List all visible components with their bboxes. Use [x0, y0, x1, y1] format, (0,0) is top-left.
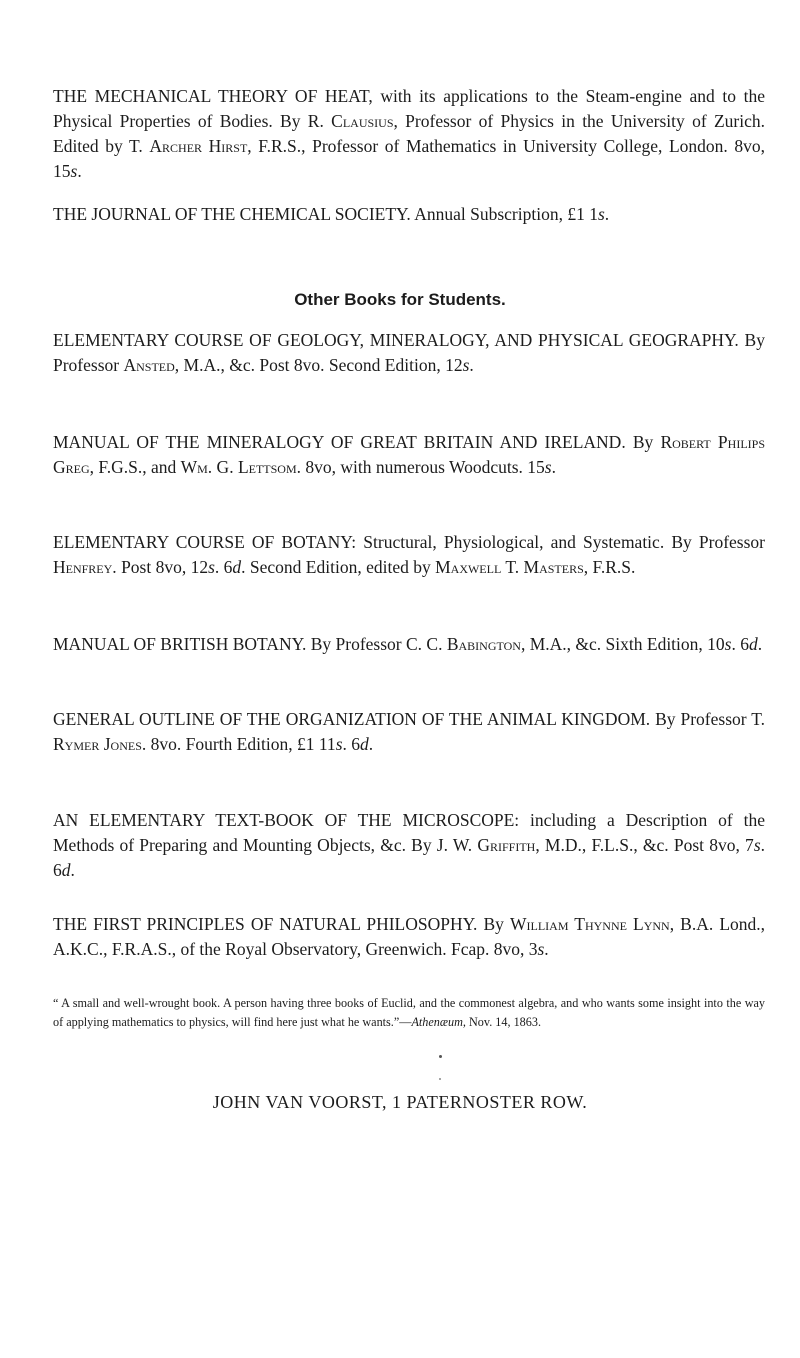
- book-text: B.A. Lond., A.K.C., F.R.A.S., of the Royal Observatory, Greenwich. Fcap. 8vo, 3: [53, 914, 766, 959]
- entry-text: F.R.S., Professor of Mathematics in University College, London. 8vo, 15: [53, 136, 766, 181]
- entry-text: Professor of Physics in the University of Zurich. Edited by T.: [53, 111, 765, 156]
- book-unit-2: d: [360, 734, 369, 754]
- book-unit: s: [537, 939, 545, 959]
- book-text: M.A., &c. Sixth Edition, 10: [525, 634, 725, 654]
- print-speck: [439, 1078, 441, 1080]
- book-unit: s: [544, 457, 552, 477]
- quote-text: “ A small and well-wrought book. A person having three books of Euclid, and the commonest algebra, and who wants some insight into the way of applying mathematics to physics, will find here just what he wants.”—: [53, 996, 765, 1029]
- book-text: .: [551, 457, 556, 477]
- entry-mechanical-theory-of-heat: [53, 84, 765, 184]
- book-text: . Second Edition, edited by: [241, 557, 436, 577]
- book-text: Post 8vo, 12: [116, 557, 209, 577]
- book-unit-2: d: [748, 634, 758, 654]
- entry-editor: Archer Hirst,: [149, 136, 252, 156]
- quote-date: Nov. 14, 1863.: [465, 1015, 541, 1029]
- entry-text: .: [77, 161, 82, 181]
- book-text: .: [757, 634, 763, 654]
- book-text: . 6: [342, 734, 360, 754]
- entry-title: THE MECHANICAL THEORY OF HEAT,: [53, 86, 373, 106]
- book-author-2: Wm. G. Lettsom.: [180, 457, 302, 477]
- book-unit-2: d: [61, 860, 71, 880]
- review-quote: [53, 994, 765, 1032]
- entry-author: R. Clausius,: [307, 111, 398, 131]
- book-author: Ansted,: [123, 355, 180, 375]
- entry-text: with its applications to the Steam-engine and to the Physical Properties of Bodies. By: [53, 86, 765, 131]
- book-text: By Professor C. C.: [306, 634, 447, 654]
- book-entry-natural-philosophy: [53, 912, 765, 962]
- book-entry-geology: [53, 328, 765, 378]
- book-text: F.R.S.: [588, 557, 636, 577]
- book-unit: s: [208, 557, 215, 577]
- book-title: THE FIRST PRINCIPLES OF NATURAL PHILOSOPHY.: [53, 914, 478, 934]
- book-text: F.G.S., and: [94, 457, 181, 477]
- book-text: By Professor T.: [650, 709, 765, 729]
- entry-unit: s: [597, 204, 605, 224]
- book-title: GENERAL OUTLINE OF THE ORGANIZATION OF THE ANIMAL KINGDOM.: [53, 709, 651, 729]
- book-text: .: [469, 355, 474, 375]
- book-author: Babington,: [446, 634, 526, 654]
- book-title: AN ELEMENTARY TEXT-BOOK OF THE MICROSCOPE:: [53, 810, 520, 830]
- book-text: .: [70, 860, 75, 880]
- book-author: Henfrey.: [53, 557, 117, 577]
- book-text: M.A., &c. Post 8vo. Second Edition, 12: [179, 355, 463, 375]
- quote-source: Athenæum,: [411, 1015, 466, 1029]
- book-text: .: [368, 734, 374, 754]
- book-entry-british-botany: [53, 632, 765, 657]
- entry-text: .: [604, 204, 610, 224]
- book-text: 8vo. Fourth Edition, £1 11: [146, 734, 336, 754]
- book-unit: s: [753, 835, 761, 855]
- book-author: Rymer Jones.: [53, 734, 147, 754]
- book-unit: s: [335, 734, 343, 754]
- book-unit-2: d: [232, 557, 242, 577]
- entry-unit: s: [70, 161, 78, 181]
- book-author: William Thynne Lynn,: [509, 914, 675, 934]
- print-speck: [439, 1055, 442, 1058]
- book-text: By: [477, 914, 510, 934]
- book-entry-animal-kingdom: [53, 707, 765, 757]
- book-author: Robert Philips Greg,: [53, 432, 765, 477]
- book-title: ELEMENTARY COURSE OF BOTANY:: [53, 532, 357, 552]
- book-text: including a Description of the Methods of Preparing and Mounting Objects, &c. By J. W.: [53, 810, 765, 855]
- book-text: . 6: [53, 835, 765, 880]
- book-text: 8vo, with numerous Woodcuts. 15: [301, 457, 545, 477]
- book-title: MANUAL OF THE MINERALOGY OF GREAT BRITAIN AND IRELAND.: [53, 432, 626, 452]
- book-text: By Professor: [53, 330, 765, 375]
- book-text: .: [544, 939, 549, 959]
- book-text: Structural, Physiological, and Systematic. By Professor: [356, 532, 765, 552]
- book-text: By: [625, 432, 661, 452]
- book-title: ELEMENTARY COURSE OF GEOLOGY, MINERALOGY, AND PHYSICAL GEOGRAPHY.: [53, 330, 739, 350]
- book-text: . 6: [214, 557, 233, 577]
- entry-journal-chemical-society: [53, 202, 765, 227]
- book-unit: s: [462, 355, 470, 375]
- entry-text: Annual Subscription, £1 1: [410, 204, 598, 224]
- book-author-2: Maxwell T. Masters,: [435, 557, 589, 577]
- book-author: Griffith,: [477, 835, 540, 855]
- book-entry-botany: [53, 530, 765, 580]
- entry-title: THE JOURNAL OF THE CHEMICAL SOCIETY.: [53, 204, 411, 224]
- book-text: . 6: [731, 634, 749, 654]
- section-heading: Other Books for Students.: [294, 290, 506, 309]
- book-text: M.D., F.L.S., &c. Post 8vo, 7: [539, 835, 754, 855]
- book-entry-microscope: [53, 808, 765, 883]
- book-unit: s: [724, 634, 732, 654]
- publisher-imprint: JOHN VAN VOORST, 1 PATERNOSTER ROW.: [212, 1092, 588, 1112]
- book-entry-mineralogy: [53, 430, 765, 480]
- book-title: MANUAL OF BRITISH BOTANY.: [53, 634, 307, 654]
